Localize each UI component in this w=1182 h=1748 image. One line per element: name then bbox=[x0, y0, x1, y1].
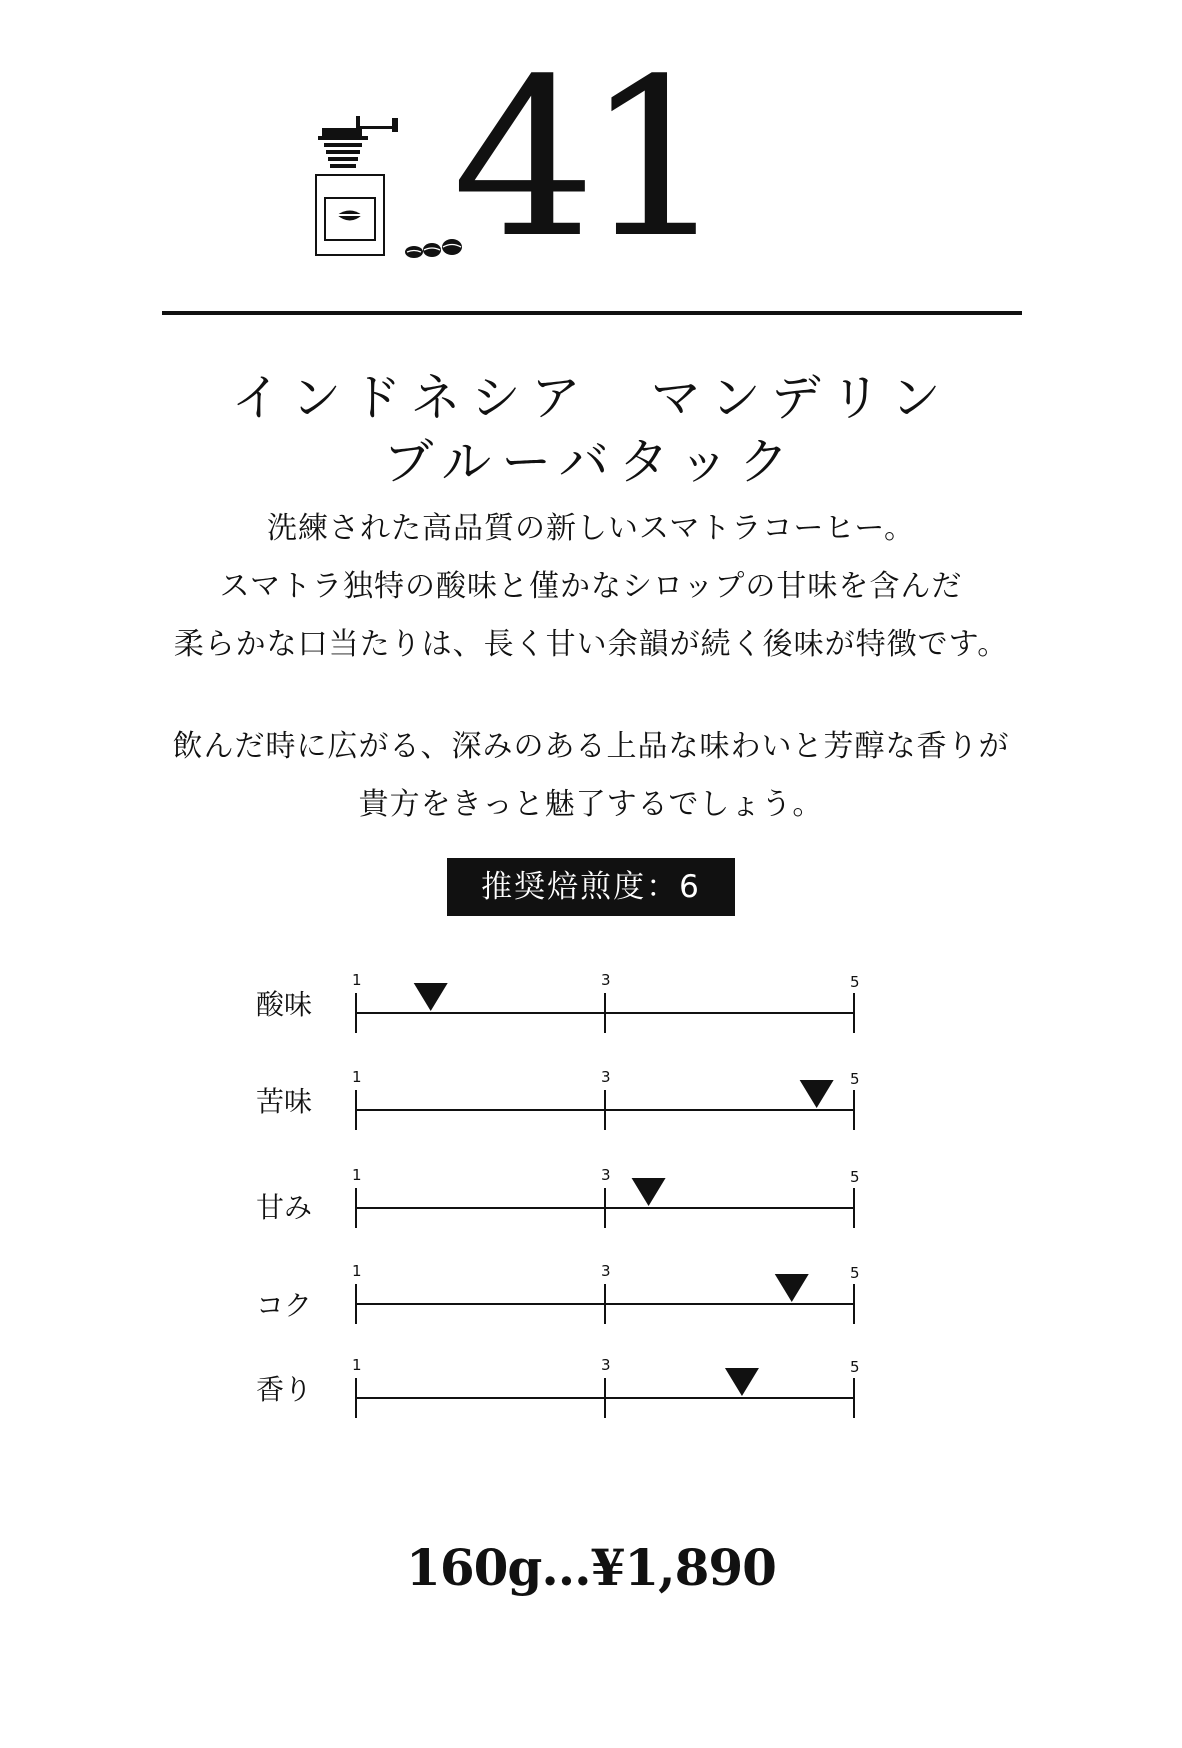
taste-scale-label: 香り bbox=[256, 1373, 313, 1406]
scale-tick-label: 1 bbox=[352, 1068, 362, 1086]
scale-marker bbox=[414, 983, 448, 1011]
scale-marker bbox=[725, 1368, 759, 1396]
taste-scale-chart bbox=[340, 1246, 880, 1336]
taste-scale-row bbox=[0, 1052, 1182, 1142]
description-line: 柔らかな口当たりは、長く甘い余韻が続く後味が特徴です。 bbox=[173, 627, 1009, 662]
coffee-grinder-icon bbox=[312, 114, 400, 260]
description-line: スマトラ独特の酸味と僅かなシロップの甘味を含んだ bbox=[219, 569, 963, 604]
scale-tick-label: 5 bbox=[850, 1358, 860, 1376]
scale-tick-label: 1 bbox=[352, 971, 362, 989]
description-paragraph-1 bbox=[0, 500, 1182, 674]
scale-tick-label: 5 bbox=[850, 1168, 860, 1186]
scale-tick-label: 1 bbox=[352, 1356, 362, 1374]
product-title-line2: ブルーバタック bbox=[383, 433, 799, 491]
description-line: 貴方をきっと魅了するでしょう。 bbox=[358, 787, 824, 822]
scale-marker bbox=[632, 1178, 666, 1206]
product-title-line1: インドネシア マンデリン bbox=[231, 369, 951, 427]
scale-tick-label: 3 bbox=[601, 1166, 611, 1184]
scale-marker bbox=[800, 1080, 834, 1108]
taste-scale-chart bbox=[340, 1150, 880, 1240]
scale-tick-label: 3 bbox=[601, 1262, 611, 1280]
scale-tick-label: 1 bbox=[352, 1262, 362, 1280]
scale-marker bbox=[775, 1274, 809, 1302]
scale-tick-label: 5 bbox=[850, 1070, 860, 1088]
header bbox=[0, 0, 1182, 300]
taste-scale-label: 酸味 bbox=[256, 988, 313, 1021]
taste-scale-label: コク bbox=[256, 1289, 313, 1322]
divider bbox=[162, 311, 1022, 315]
taste-scale-chart bbox=[340, 1052, 880, 1142]
taste-scale-row bbox=[0, 1340, 1182, 1430]
taste-scale-row bbox=[0, 1246, 1182, 1336]
description-line: 洗練された高品質の新しいスマトラコーヒー。 bbox=[267, 511, 915, 546]
scale-tick-label: 3 bbox=[601, 971, 611, 989]
scale-tick-label: 5 bbox=[850, 1264, 860, 1282]
scale-tick-label: 3 bbox=[601, 1356, 611, 1374]
scale-tick-label: 1 bbox=[352, 1166, 362, 1184]
scale-tick-label: 5 bbox=[850, 973, 860, 991]
scale-tick-label: 3 bbox=[601, 1068, 611, 1086]
taste-scale-label: 甘み bbox=[256, 1191, 313, 1224]
taste-scale-chart bbox=[340, 1340, 880, 1430]
description-line: 飲んだ時に広がる、深みのある上品な味わいと芳醇な香りが bbox=[172, 729, 1010, 764]
taste-scale-row bbox=[0, 1150, 1182, 1240]
taste-scale-label: 苦味 bbox=[256, 1085, 313, 1118]
taste-scale-chart bbox=[340, 955, 880, 1045]
description-paragraph-2 bbox=[0, 718, 1182, 834]
price: 160g...¥1,890 bbox=[406, 1538, 776, 1597]
roast-level-badge: 推奨焙煎度：6 bbox=[447, 858, 735, 916]
product-number: 41 bbox=[452, 33, 716, 286]
taste-scale-row bbox=[0, 955, 1182, 1045]
